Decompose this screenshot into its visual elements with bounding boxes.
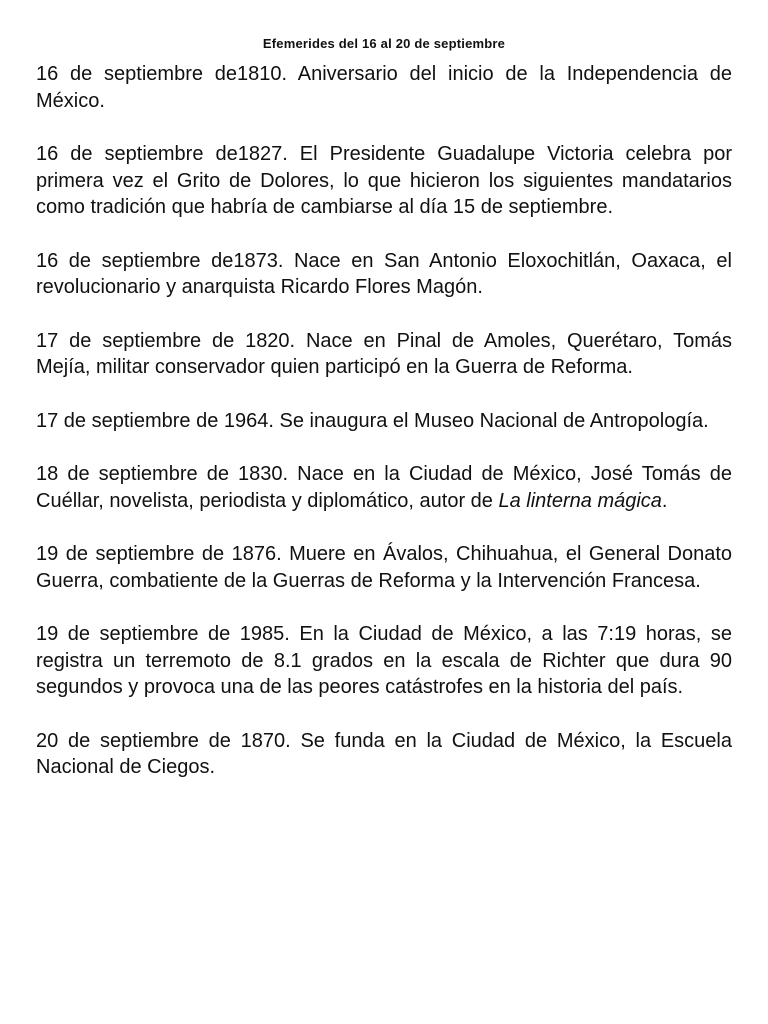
document-page (36, 36, 732, 808)
entry-1830-book-title: La linterna mágica (498, 489, 662, 512)
entry-1985-terremoto: 19 de septiembre de 1985. En la Ciudad de México, a las 7:19 horas, se registra un terremoto de 8.1 grados en la escala de Richter que dura 90 segundos y provoca una de las peores catástrofes en la historia del país. (36, 623, 732, 698)
entry-1830-end: . (661, 489, 668, 512)
entry-1830-text: 18 de septiembre de 1830. Nace en la Ciudad de México, José Tomás de Cuéllar, novelista, periodista y diplomático, autor de (36, 463, 732, 512)
document-title: Efemerides del 16 al 20 de septiembre (262, 36, 506, 51)
entry-1816-independence: 16 de septiembre de1810. Aniversario del inicio de la Independencia de México. (36, 63, 732, 112)
entry-1964-museo-antropologia: 17 de septiembre de 1964. Se inaugura el Museo Nacional de Antropología. (36, 409, 709, 432)
entry-1876-donato-guerra: 19 de septiembre de 1876. Muere en Ávalos, Chihuahua, el General Donato Guerra, combatiente de la Guerras de Reforma y la Intervención Francesa. (36, 543, 732, 592)
entry-1830-cuellar (36, 461, 732, 514)
entry-1870-escuela-ciegos: 20 de septiembre de 1870. Se funda en la Ciudad de México, la Escuela Nacional de Ciegos. (36, 729, 732, 778)
entry-1827-grito: 16 de septiembre de1827. El Presidente Guadalupe Victoria celebra por primera vez el Grito de Dolores, lo que hicieron los siguientes mandatarios como tradición que habría de cambiarse al día 15 de septiembre. (36, 143, 732, 218)
entry-1873-flores-magon: 16 de septiembre de1873. Nace en San Antonio Eloxochitlán, Oaxaca, el revolucionario y anarquista Ricardo Flores Magón. (36, 249, 732, 298)
entry-1820-tomas-mejia: 17 de septiembre de 1820. Nace en Pinal de Amoles, Querétaro, Tomás Mejía, militar conservador quien participó en la Guerra de Reforma. (36, 329, 732, 378)
